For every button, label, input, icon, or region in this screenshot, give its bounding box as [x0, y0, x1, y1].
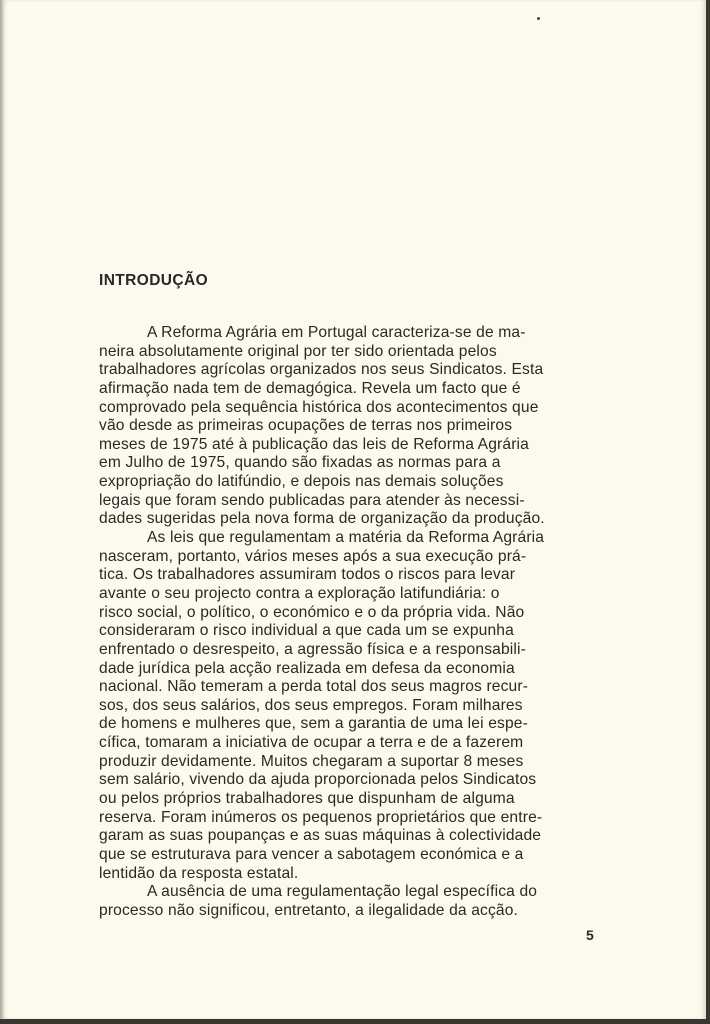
text-line: avante o seu projecto contra a exploração latifundiária: o — [99, 584, 500, 602]
text-line: que se estruturava para vencer a sabotagem económica e a — [99, 845, 524, 863]
text-line: processo não significou, entretanto, a ilegalidade da acção. — [99, 901, 519, 919]
body-text — [99, 324, 611, 921]
text-line: A ausência de uma regulamentação legal específica do — [147, 883, 538, 901]
text-line: em Julho de 1975, quando são fixadas as normas para a — [99, 454, 501, 472]
text-line: comprovado pela sequência histórica dos acontecimentos que — [99, 398, 539, 416]
text-line: cífica, tomaram a iniciativa de ocupar a terra e de a fazerem — [99, 734, 524, 752]
text-line: trabalhadores agrícolas organizados nos seus Sindicatos. Esta — [99, 361, 544, 379]
text-line: afirmação nada tem de demagógica. Revela um facto que é — [99, 379, 521, 397]
text-line: expropriação do latifúndio, e depois nas demais soluções — [99, 473, 504, 491]
text-line: enfrentado o desrespeito, a agressão física e a responsabili- — [99, 640, 526, 658]
text-line: dades sugeridas pela nova forma de organização da produção. — [99, 510, 545, 528]
text-line: vão desde as primeiras ocupações de terras nos primeiros — [99, 417, 513, 435]
text-line: reserva. Foram inúmeros os pequenos proprietários que entre- — [99, 808, 543, 826]
page-binding-edge — [0, 0, 4, 1019]
text-line: sem salário, vivendo da ajuda proporcionada pelos Sindicatos — [99, 771, 537, 789]
text-line: sos, dos seus salários, dos seus empregos. Foram milhares — [99, 696, 523, 714]
text-line: legais que foram sendo publicadas para atender às necessi- — [99, 491, 525, 509]
text-line: nasceram, portanto, vários meses após a sua execução prá- — [99, 547, 527, 565]
paragraph-3 — [99, 883, 611, 920]
text-line: neira absolutamente original por ter sido orientada pelos — [99, 342, 497, 360]
text-line: A Reforma Agrária em Portugal caracteriza-se de ma- — [147, 324, 526, 341]
text-line: nacional. Não temeram a perda total dos seus magros recur- — [99, 678, 529, 696]
print-speck — [537, 17, 540, 20]
text-line: garam as suas poupanças e as suas máquinas à colectividade — [99, 827, 542, 845]
paragraph-2 — [99, 529, 611, 883]
text-line: meses de 1975 até à publicação das leis de Reforma Agrária — [99, 435, 529, 453]
text-line: produzir devidamente. Muitos chegaram a suportar 8 meses — [99, 752, 524, 770]
text-line: ou pelos próprios trabalhadores que dispunham de alguma — [99, 790, 515, 808]
section-heading: INTRODUÇÃO — [99, 272, 209, 289]
page-number: 5 — [586, 927, 594, 943]
text-line: consideraram o risco individual a que cada um se expunha — [99, 622, 514, 640]
text-line: de homens e mulheres que, sem a garantia de uma lei espe- — [99, 715, 528, 733]
text-line: lentidão da resposta estatal. — [99, 864, 299, 882]
paragraph-1 — [99, 324, 611, 529]
text-line: tica. Os trabalhadores assumiram todos o riscos para levar — [99, 566, 516, 584]
text-line: dade jurídica pela acção realizada em defesa da economia — [99, 659, 515, 677]
text-line: risco social, o político, o económico e o da própria vida. Não — [99, 603, 525, 621]
text-line: As leis que regulamentam a matéria da Reforma Agrária — [147, 529, 545, 547]
